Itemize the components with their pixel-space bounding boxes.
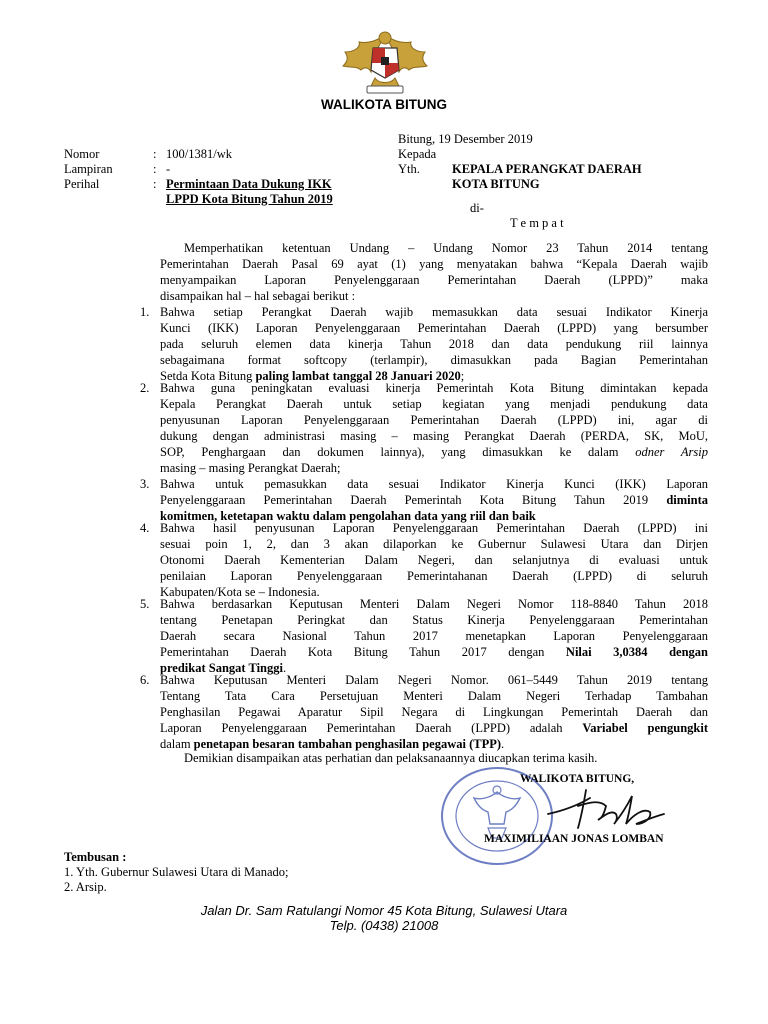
list-item bbox=[140, 380, 708, 476]
footer-telp: Telp. (0438) 21008 bbox=[329, 918, 439, 933]
item-line: penilaian Laporan Penyelenggaraan Pemerintahanan Daerah (LPPD) di seluruh bbox=[160, 569, 708, 583]
item-deadline: paling lambat tanggal 28 Januari 2020 bbox=[255, 369, 461, 383]
item-text: . bbox=[282, 661, 287, 675]
item-line: pada seluruh elemen data kinerja Tahun 2018 dan data pendukung riil lainnya bbox=[160, 337, 708, 351]
item-bold: Nilai 3,0384 dengan bbox=[565, 645, 708, 659]
intro-line: Memperhatikan ketentuan Undang – Undang Nomor 23 Tahun 2014 tentang bbox=[184, 241, 708, 255]
recipient-line-1: KEPALA PERANGKAT DAERAH bbox=[452, 162, 642, 176]
nomor-value: 100/1381/wk bbox=[166, 147, 232, 161]
di-label: di- bbox=[470, 201, 484, 215]
tempat-label: T e m p a t bbox=[510, 216, 564, 230]
item-text: Penyelenggaraan Pemerintahan Daerah Pemerintah Kota Bitung Tahun 2019 bbox=[160, 493, 667, 507]
item-text: Pemerintahan Daerah Kota Bitung Tahun 2017 dengan bbox=[160, 645, 566, 659]
item-line: Kunci (IKK) Laporan Penyelenggaraan Pemerintahan Daerah (LPPD) yang bersumber bbox=[160, 321, 708, 335]
item-line: Daerah secara Nasional Tahun 2017 menetapkan Laporan Penyelenggaraan bbox=[160, 629, 708, 643]
item-line: sebagaimana format softcopy (terlampir), dimasukkan pada Bagian Pemerintahan bbox=[160, 353, 708, 367]
item-bold: predikat Sangat Tinggi bbox=[160, 661, 283, 675]
item-number: 2. bbox=[140, 381, 150, 395]
list-item bbox=[140, 520, 708, 600]
item-line: penyusunan Laporan Penyelenggaraan Pemerintahan Daerah (LPPD) ini, agar di bbox=[160, 413, 708, 427]
intro-line: menyampaikan Laporan Penyelenggaraan Pemerintahan Daerah (LPPD)” maka bbox=[160, 273, 708, 287]
item-number: 4. bbox=[140, 521, 150, 535]
item-line: Kabupaten/Kota se – Indonesia. bbox=[160, 585, 320, 599]
item-bold: diminta bbox=[666, 493, 708, 507]
item-line: masing – masing Perangkat Daerah; bbox=[160, 461, 341, 475]
item-number: 1. bbox=[140, 305, 150, 319]
footer-address: Jalan Dr. Sam Ratulangi Nomor 45 Kota Bitung, Sulawesi Utara bbox=[200, 903, 568, 918]
item-text: Setda Kota Bitung bbox=[160, 369, 256, 383]
perihal-line-1: Permintaan Data Dukung IKK bbox=[166, 177, 332, 191]
item-line: Bahwa untuk pemasukkan data sesuai Indikator Kinerja Kunci (IKK) Laporan bbox=[160, 477, 708, 491]
item-line: sesuai poin 1, 2, dan 3 akan dilaporkan ke Gubernur Sulawesi Utara dan Dirjen bbox=[160, 537, 708, 551]
item-text: Laporan Penyelenggaraan Pemerintahan Daerah (LPPD) adalah bbox=[160, 721, 583, 735]
intro-paragraph bbox=[160, 240, 708, 304]
item-line: Bahwa hasil penyusunan Laporan Penyelenggaraan Pemerintahan Daerah (LPPD) ini bbox=[160, 521, 708, 535]
item-number: 6. bbox=[140, 673, 150, 687]
item-line: Bahwa setiap Perangkat Daerah wajib memasukkan data sesuai Indikator Kinerja bbox=[160, 305, 708, 319]
nomor-colon: : bbox=[153, 147, 157, 161]
signatory-name: MAXIMILIAAN JONAS LOMBAN bbox=[484, 833, 664, 845]
perihal-colon: : bbox=[153, 177, 157, 191]
item-number: 3. bbox=[140, 477, 150, 491]
page-title: WALIKOTA BITUNG bbox=[321, 97, 447, 112]
item-line: Otonomi Daerah Kementerian Dalam Negeri, dan selanjutnya di evaluasi untuk bbox=[160, 553, 708, 567]
tembusan-label: Tembusan : bbox=[64, 850, 127, 864]
intro-line: disampaikan hal – hal sebagai berikut : bbox=[160, 289, 356, 303]
garuda-emblem bbox=[339, 26, 431, 96]
item-line: Penghasilan Pegawai Aparatur Sipil Negara di Lingkungan Pemerintah Daerah dan bbox=[160, 705, 708, 719]
perihal-label: Perihal bbox=[64, 177, 100, 191]
intro-line: Pemerintahan Daerah Pasal 69 ayat (1) yang menyatakan bahwa “Kepala Daerah wajib bbox=[160, 257, 708, 271]
lampiran-colon: : bbox=[153, 162, 157, 176]
item-line: Bahwa Keputusan Menteri Dalam Negeri Nomor. 061–5449 Tahun 2019 tentang bbox=[160, 673, 708, 687]
item-line: tentang Penetapan Peringkat dan Status Kinerja Penyelenggaraan Pemerintahan bbox=[160, 613, 708, 627]
list-item bbox=[140, 672, 708, 752]
item-bold: penetapan besaran tambahan penghasilan pegawai (TPP) bbox=[193, 737, 502, 751]
item-line: Kepala Perangkat Daerah untuk setiap kegiatan yang menjadi pendukung data bbox=[160, 397, 708, 411]
item-line: Tentang Tata Cara Persetujuan Menteri Dalam Negeri Terhadap Tambahan bbox=[160, 689, 708, 703]
item-text: dalam bbox=[160, 737, 194, 751]
letter-date: Bitung, 19 Desember 2019 bbox=[398, 132, 533, 146]
item-text: ; bbox=[460, 369, 465, 383]
item-bold: Variabel pengungkit bbox=[582, 721, 708, 735]
recipient-line-2: KOTA BITUNG bbox=[452, 177, 540, 191]
lampiran-value: - bbox=[166, 162, 171, 176]
nomor-label: Nomor bbox=[64, 147, 100, 161]
tembusan-item: 1. Yth. Gubernur Sulawesi Utara di Manado; bbox=[64, 865, 289, 879]
item-line: Bahwa berdasarkan Keputusan Menteri Dalam Negeri Nomor 118-8840 Tahun 2018 bbox=[160, 597, 708, 611]
item-line: dukung dengan administrasi masing – masing Perangkat Daerah (PERDA, SK, MoU, bbox=[160, 429, 708, 443]
yth-label: Yth. bbox=[398, 162, 420, 176]
list-item bbox=[140, 304, 708, 384]
item-italic: odner Arsip bbox=[635, 445, 708, 459]
item-line bbox=[160, 644, 708, 660]
list-item bbox=[140, 476, 708, 524]
item-line bbox=[160, 492, 708, 508]
item-text: SOP, Penghargaan dan dokumen lainnya), yang dimasukkan ke dalam bbox=[160, 445, 636, 459]
item-line bbox=[160, 444, 708, 460]
tembusan-item: 2. Arsip. bbox=[64, 880, 107, 894]
item-line: komitmen, ketetapan waktu dalam pengolahan data yang riil dan baik bbox=[160, 509, 536, 523]
closing-sentence: Demikian disampaikan atas perhatian dan pelaksanaannya diucapkan terima kasih. bbox=[184, 751, 598, 765]
item-text: . bbox=[501, 737, 505, 751]
list-item bbox=[140, 596, 708, 676]
item-number: 5. bbox=[140, 597, 150, 611]
signature-title: WALIKOTA BITUNG, bbox=[520, 773, 635, 785]
lampiran-label: Lampiran bbox=[64, 162, 113, 176]
handwritten-signature bbox=[546, 784, 666, 834]
item-line bbox=[160, 720, 708, 736]
item-line: Bahwa guna peningkatan evaluasi kinerja Pemerintah Kota Bitung dimintakan kepada bbox=[160, 381, 708, 395]
perihal-line-2: LPPD Kota Bitung Tahun 2019 bbox=[166, 192, 333, 206]
kepada-label: Kepada bbox=[398, 147, 437, 161]
